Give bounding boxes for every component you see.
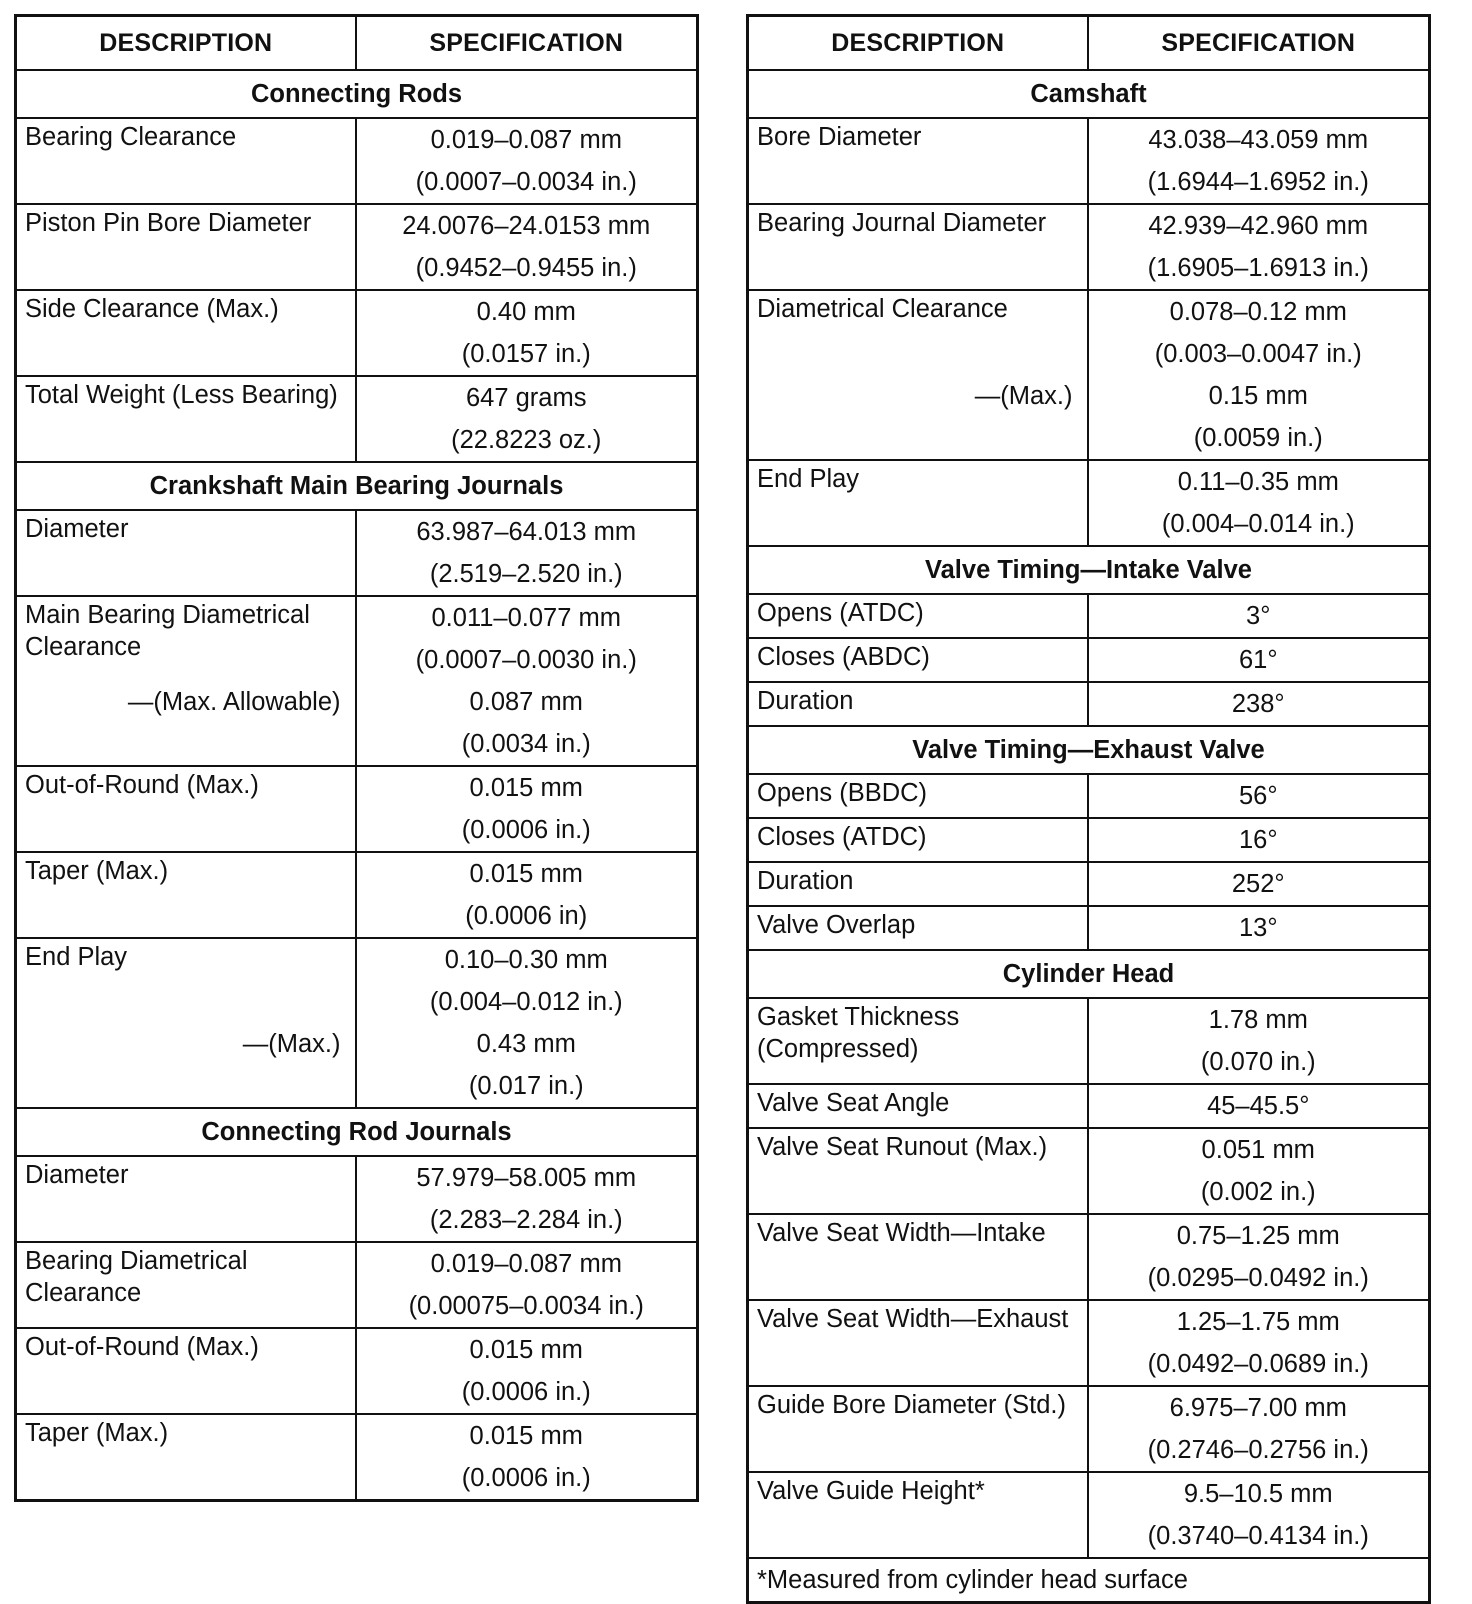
specification-cell bbox=[356, 118, 698, 204]
spec-row bbox=[748, 1214, 1430, 1300]
description-cell bbox=[748, 290, 1088, 460]
spec-row bbox=[16, 510, 698, 596]
description-text: Opens (ATDC) bbox=[757, 599, 924, 627]
description-cell bbox=[748, 1084, 1088, 1128]
specification-value: 0.078–0.12 mm bbox=[1169, 298, 1347, 326]
description-cell bbox=[748, 906, 1088, 950]
specification-value: 9.5–10.5 mm bbox=[1183, 1480, 1333, 1508]
specification-value: (0.003–0.0047 in.) bbox=[1154, 340, 1362, 368]
spec-row bbox=[16, 938, 698, 1108]
specification-cell bbox=[356, 852, 698, 938]
specification-cell bbox=[356, 1328, 698, 1414]
footnote: *Measured from cylinder head surface bbox=[748, 1558, 1430, 1603]
specification-value: (0.004–0.014 in.) bbox=[1161, 510, 1355, 538]
specification-value: 13° bbox=[1238, 914, 1278, 942]
spec-row bbox=[748, 638, 1430, 682]
specification-value: 56° bbox=[1238, 782, 1278, 810]
specification-value: 45–45.5° bbox=[1207, 1092, 1310, 1120]
section-title: Connecting Rods bbox=[16, 70, 698, 118]
description-sub-text: —(Max.) bbox=[242, 1030, 341, 1058]
specification-value: (0.0059 in.) bbox=[1193, 424, 1323, 452]
description-cell bbox=[748, 118, 1088, 204]
description-cell bbox=[16, 938, 356, 1108]
specification-value: (1.6905–1.6913 in.) bbox=[1147, 254, 1369, 282]
section-row bbox=[748, 70, 1430, 118]
section-row bbox=[16, 462, 698, 510]
specification-value: 0.11–0.35 mm bbox=[1177, 468, 1339, 496]
specification-value: (0.002 in.) bbox=[1200, 1178, 1316, 1206]
specification-value: (0.070 in.) bbox=[1200, 1048, 1316, 1076]
description-cell bbox=[16, 852, 356, 938]
section-row bbox=[16, 70, 698, 118]
specification-value: (0.0034 in.) bbox=[461, 730, 591, 758]
description-text: Valve Seat Width—Intake bbox=[757, 1219, 1046, 1247]
spec-row bbox=[748, 460, 1430, 546]
description-cell bbox=[748, 818, 1088, 862]
description-text: Guide Bore Diameter (Std.) bbox=[757, 1391, 1066, 1419]
specification-value: 43.038–43.059 mm bbox=[1148, 126, 1369, 154]
description-cell bbox=[16, 204, 356, 290]
spec-row bbox=[16, 118, 698, 204]
specification-value: (0.3740–0.4134 in.) bbox=[1147, 1522, 1369, 1550]
specification-cell bbox=[356, 1242, 698, 1328]
specification-cell bbox=[356, 1414, 698, 1501]
section-title: Crankshaft Main Bearing Journals bbox=[16, 462, 698, 510]
description-text: Closes (ABDC) bbox=[757, 643, 930, 671]
spec-row bbox=[748, 862, 1430, 906]
specification-value: 0.43 mm bbox=[476, 1030, 576, 1058]
specification-cell bbox=[1088, 862, 1430, 906]
description-cell bbox=[748, 998, 1088, 1084]
specification-value: 57.979–58.005 mm bbox=[416, 1164, 637, 1192]
description-cell bbox=[748, 1214, 1088, 1300]
specification-value: 6.975–7.00 mm bbox=[1169, 1394, 1347, 1422]
description-cell bbox=[748, 204, 1088, 290]
description-cell bbox=[16, 766, 356, 852]
specification-value: (0.0492–0.0689 in.) bbox=[1147, 1350, 1369, 1378]
description-text: Out-of-Round (Max.) bbox=[25, 771, 259, 799]
description-cell bbox=[748, 774, 1088, 818]
specification-cell bbox=[1088, 1300, 1430, 1386]
specification-cell bbox=[1088, 1472, 1430, 1558]
footnote-row bbox=[748, 1558, 1430, 1603]
specification-cell bbox=[1088, 118, 1430, 204]
spec-row bbox=[748, 1472, 1430, 1558]
specification-value: 16° bbox=[1238, 826, 1278, 854]
header-row bbox=[748, 16, 1430, 71]
description-text: Diameter bbox=[25, 515, 129, 543]
left-table-body bbox=[16, 70, 698, 1501]
specification-value: (0.0295–0.0492 in.) bbox=[1147, 1264, 1369, 1292]
section-title: Connecting Rod Journals bbox=[16, 1108, 698, 1156]
description-cell bbox=[748, 594, 1088, 638]
specification-cell bbox=[356, 938, 698, 1108]
description-text: Main Bearing Diametrical Clearance bbox=[25, 601, 310, 661]
specification-value: 24.0076–24.0153 mm bbox=[402, 212, 651, 240]
spec-row bbox=[748, 998, 1430, 1084]
specification-cell bbox=[1088, 1386, 1430, 1472]
specification-cell bbox=[1088, 998, 1430, 1084]
description-cell bbox=[748, 1472, 1088, 1558]
description-cell bbox=[748, 460, 1088, 546]
specification-value: 0.15 mm bbox=[1208, 382, 1308, 410]
specification-cell bbox=[1088, 818, 1430, 862]
description-cell bbox=[748, 1128, 1088, 1214]
specification-value: (0.9452–0.9455 in.) bbox=[415, 254, 637, 282]
specification-value: 0.015 mm bbox=[469, 1422, 583, 1450]
specification-value: (2.519–2.520 in.) bbox=[429, 560, 623, 588]
right-spec-table bbox=[746, 14, 1431, 1604]
section-row bbox=[748, 726, 1430, 774]
spec-row bbox=[748, 118, 1430, 204]
specification-value: (1.6944–1.6952 in.) bbox=[1147, 168, 1369, 196]
specification-cell bbox=[356, 204, 698, 290]
specification-value: (0.0006 in) bbox=[465, 902, 588, 930]
description-cell bbox=[16, 1242, 356, 1328]
specification-value: 0.051 mm bbox=[1201, 1136, 1315, 1164]
description-text: Taper (Max.) bbox=[25, 1419, 169, 1447]
spec-row bbox=[16, 1328, 698, 1414]
specification-value: 0.10–0.30 mm bbox=[444, 946, 608, 974]
specification-value: (0.00075–0.0034 in.) bbox=[408, 1292, 644, 1320]
spec-row bbox=[748, 204, 1430, 290]
description-text: Valve Guide Height* bbox=[757, 1477, 985, 1505]
specification-value: (0.0007–0.0030 in.) bbox=[415, 646, 637, 674]
section-row bbox=[748, 950, 1430, 998]
spec-row bbox=[748, 1300, 1430, 1386]
description-cell bbox=[16, 376, 356, 462]
spec-row bbox=[16, 376, 698, 462]
description-text: Gasket Thickness (Compressed) bbox=[757, 1003, 960, 1063]
specification-value: 252° bbox=[1231, 870, 1285, 898]
specification-cell bbox=[356, 290, 698, 376]
specification-cell bbox=[1088, 1084, 1430, 1128]
specification-cell bbox=[1088, 460, 1430, 546]
description-text: End Play bbox=[757, 465, 860, 493]
section-title: Cylinder Head bbox=[748, 950, 1430, 998]
specification-value: (0.0157 in.) bbox=[461, 340, 591, 368]
specification-value: 647 grams bbox=[466, 384, 587, 412]
description-cell bbox=[748, 1300, 1088, 1386]
spec-row bbox=[748, 1386, 1430, 1472]
description-cell bbox=[16, 1414, 356, 1501]
specification-value: (0.017 in.) bbox=[468, 1072, 584, 1100]
description-text: Valve Overlap bbox=[757, 911, 916, 939]
specification-value: 0.019–0.087 mm bbox=[430, 1250, 622, 1278]
specification-cell bbox=[1088, 638, 1430, 682]
specification-value: (22.8223 oz.) bbox=[451, 426, 602, 454]
description-text: Bearing Journal Diameter bbox=[757, 209, 1047, 237]
description-text: Taper (Max.) bbox=[25, 857, 169, 885]
spec-row bbox=[748, 1084, 1430, 1128]
spec-row bbox=[16, 596, 698, 766]
description-text: Side Clearance (Max.) bbox=[25, 295, 279, 323]
description-text: Bearing Diametrical Clearance bbox=[25, 1247, 248, 1307]
specification-value: 0.015 mm bbox=[469, 1336, 583, 1364]
section-title: Valve Timing—Intake Valve bbox=[748, 546, 1430, 594]
specification-value: (0.004–0.012 in.) bbox=[429, 988, 623, 1016]
specification-value: 238° bbox=[1231, 690, 1285, 718]
specification-value: 1.78 mm bbox=[1208, 1006, 1308, 1034]
specification-cell bbox=[356, 510, 698, 596]
description-header: DESCRIPTION bbox=[16, 16, 356, 71]
description-text: Valve Seat Angle bbox=[757, 1089, 950, 1117]
description-text: Diametrical Clearance bbox=[757, 295, 1008, 323]
specification-value: (0.0006 in.) bbox=[461, 816, 591, 844]
specification-value: 0.015 mm bbox=[469, 774, 583, 802]
description-text: Valve Seat Runout (Max.) bbox=[757, 1133, 1048, 1161]
description-text: Diameter bbox=[25, 1161, 129, 1189]
description-text: Opens (BBDC) bbox=[757, 779, 928, 807]
specification-value: 0.75–1.25 mm bbox=[1176, 1222, 1340, 1250]
spec-row bbox=[16, 1414, 698, 1501]
specification-cell bbox=[356, 1156, 698, 1242]
specification-cell bbox=[1088, 682, 1430, 726]
specification-value: 0.087 mm bbox=[469, 688, 583, 716]
specification-value: 0.011–0.077 mm bbox=[431, 604, 621, 632]
specification-cell bbox=[356, 376, 698, 462]
spec-row bbox=[748, 682, 1430, 726]
specification-value: 0.015 mm bbox=[469, 860, 583, 888]
description-text: Closes (ATDC) bbox=[757, 823, 927, 851]
description-text: Out-of-Round (Max.) bbox=[25, 1333, 259, 1361]
description-cell bbox=[748, 862, 1088, 906]
spec-row bbox=[16, 852, 698, 938]
description-text: End Play bbox=[25, 943, 128, 971]
description-cell bbox=[16, 290, 356, 376]
description-cell bbox=[748, 682, 1088, 726]
description-cell bbox=[16, 1156, 356, 1242]
left-spec-table bbox=[14, 14, 699, 1502]
specification-cell bbox=[1088, 774, 1430, 818]
spec-row bbox=[748, 1128, 1430, 1214]
section-row bbox=[748, 546, 1430, 594]
description-text: Piston Pin Bore Diameter bbox=[25, 209, 312, 237]
right-table-body bbox=[748, 70, 1430, 1603]
spec-row bbox=[748, 906, 1430, 950]
header-row bbox=[16, 16, 698, 71]
description-cell bbox=[16, 1328, 356, 1414]
specification-value: (0.2746–0.2756 in.) bbox=[1147, 1436, 1369, 1464]
specification-value: (0.0006 in.) bbox=[461, 1378, 591, 1406]
description-sub-text: —(Max.) bbox=[974, 382, 1073, 410]
specification-header: SPECIFICATION bbox=[356, 16, 698, 71]
description-text: Valve Seat Width—Exhaust bbox=[757, 1305, 1069, 1333]
specification-value: 0.019–0.087 mm bbox=[430, 126, 622, 154]
description-cell bbox=[16, 118, 356, 204]
specification-header: SPECIFICATION bbox=[1088, 16, 1430, 71]
description-text: Duration bbox=[757, 687, 854, 715]
description-cell bbox=[16, 596, 356, 766]
spec-row bbox=[748, 774, 1430, 818]
specification-value: 0.40 mm bbox=[476, 298, 576, 326]
specification-value: 63.987–64.013 mm bbox=[416, 518, 637, 546]
description-text: Total Weight (Less Bearing) bbox=[25, 381, 338, 409]
description-sub-text: —(Max. Allowable) bbox=[127, 688, 341, 716]
specification-cell bbox=[356, 596, 698, 766]
section-title: Valve Timing—Exhaust Valve bbox=[748, 726, 1430, 774]
specification-value: 3° bbox=[1246, 602, 1271, 630]
specification-value: (2.283–2.284 in.) bbox=[429, 1206, 623, 1234]
specification-value: 61° bbox=[1238, 646, 1278, 674]
specification-value: 1.25–1.75 mm bbox=[1176, 1308, 1340, 1336]
spec-row bbox=[748, 818, 1430, 862]
specification-cell bbox=[1088, 1128, 1430, 1214]
description-cell bbox=[16, 510, 356, 596]
spec-row bbox=[748, 594, 1430, 638]
spec-row bbox=[16, 766, 698, 852]
specification-cell bbox=[1088, 594, 1430, 638]
section-title: Camshaft bbox=[748, 70, 1430, 118]
spec-row bbox=[16, 204, 698, 290]
specification-cell bbox=[1088, 290, 1430, 460]
description-text: Bore Diameter bbox=[757, 123, 922, 151]
specification-cell bbox=[1088, 906, 1430, 950]
description-header: DESCRIPTION bbox=[748, 16, 1088, 71]
spec-row bbox=[16, 290, 698, 376]
spec-row bbox=[16, 1156, 698, 1242]
description-cell bbox=[748, 1386, 1088, 1472]
description-cell bbox=[748, 638, 1088, 682]
specification-cell bbox=[1088, 204, 1430, 290]
section-row bbox=[16, 1108, 698, 1156]
specification-cell bbox=[1088, 1214, 1430, 1300]
specification-value: (0.0007–0.0034 in.) bbox=[415, 168, 637, 196]
specification-cell bbox=[356, 766, 698, 852]
specification-value: (0.0006 in.) bbox=[461, 1464, 591, 1492]
description-text: Bearing Clearance bbox=[25, 123, 237, 151]
spec-row bbox=[16, 1242, 698, 1328]
spec-row bbox=[748, 290, 1430, 460]
specification-value: 42.939–42.960 mm bbox=[1148, 212, 1369, 240]
description-text: Duration bbox=[757, 867, 854, 895]
